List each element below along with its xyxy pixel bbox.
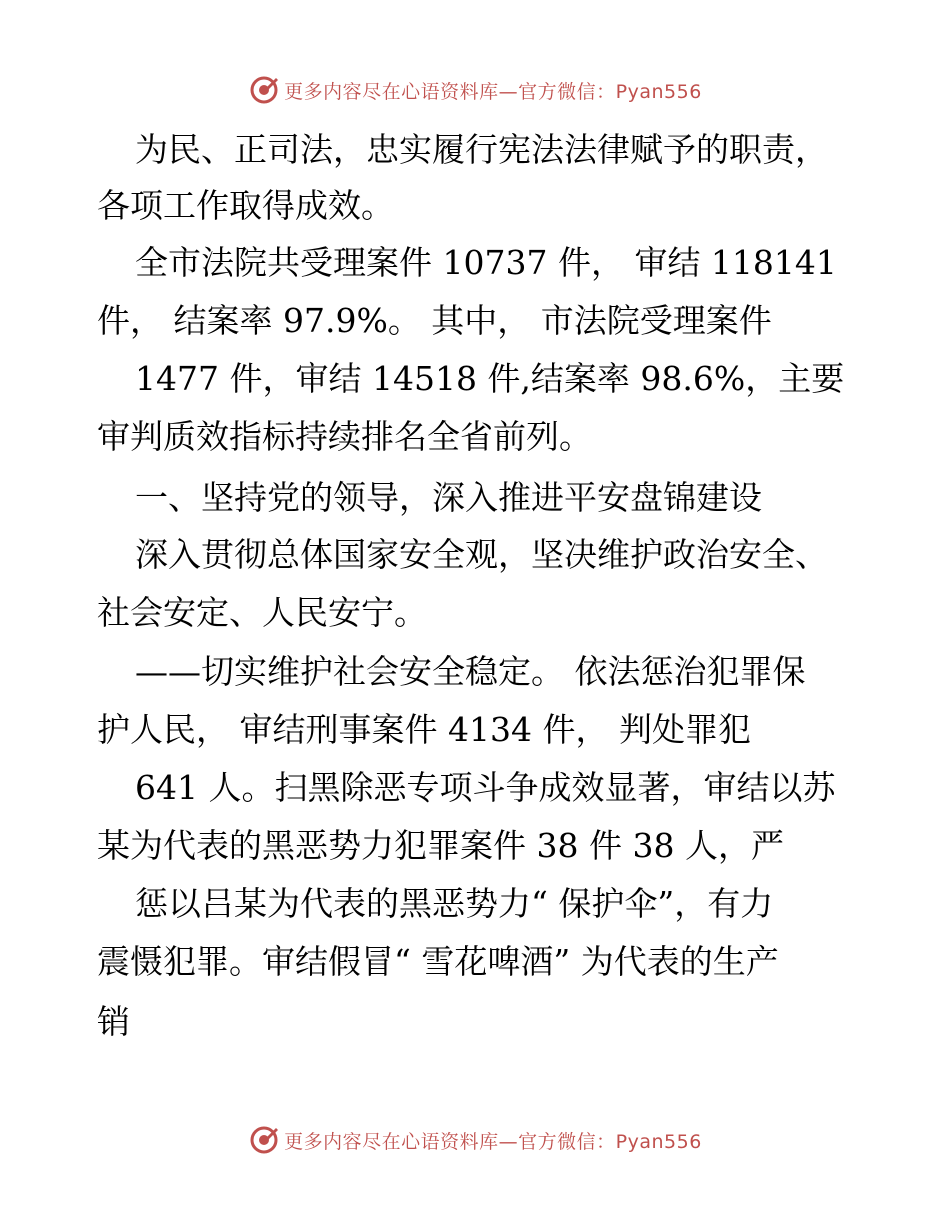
header-watermark [0,70,950,110]
body-line: 销 [97,1002,130,1041]
body-line: 1477 件，审结 14518 件,结案率 98.6%，主要 [135,359,845,398]
body-line: 为民、正司法，忠实履行宪法法律赋予的职责， [135,130,828,169]
pen-logo-icon [248,1124,280,1156]
body-line: 件， 结案率 97.9%。 其中， 市法院受理案件 [97,301,772,340]
watermark-text: 更多内容尽在心语资料库—官方微信：Pyan556 [284,1130,702,1153]
body-line: 全市法院共受理案件 10737 件， 审结 118141 [135,243,837,282]
body-line: 641 人。扫黑除恶专项斗争成效显著，审结以苏 [135,768,836,807]
body-line: 护人民， 审结刑事案件 4134 件， 判处罪犯 [97,710,751,749]
body-line: 某为代表的黑恶势力犯罪案件 38 件 38 人，严 [97,826,784,865]
body-line: 震慑犯罪。审结假冒“ 雪花啤酒” 为代表的生产 [97,942,779,981]
body-line: 深入贯彻总体国家安全观，坚决维护政治安全、 [135,535,828,574]
body-line: ——切实维护社会安全稳定。 依法惩治犯罪保 [135,652,806,691]
footer-watermark [0,1120,950,1160]
section-heading: 一、坚持党的领导，深入推进平安盘锦建设 [135,478,762,517]
body-line: 审判质效指标持续排名全省前列。 [97,417,592,456]
watermark-text: 更多内容尽在心语资料库—官方微信：Pyan556 [284,80,702,103]
body-line: 社会安定、人民安宁。 [97,593,427,632]
body-line: 惩以吕某为代表的黑恶势力“ 保护伞”，有力 [135,884,774,923]
body-line: 各项工作取得成效。 [97,186,394,225]
pen-logo-icon [248,74,280,106]
